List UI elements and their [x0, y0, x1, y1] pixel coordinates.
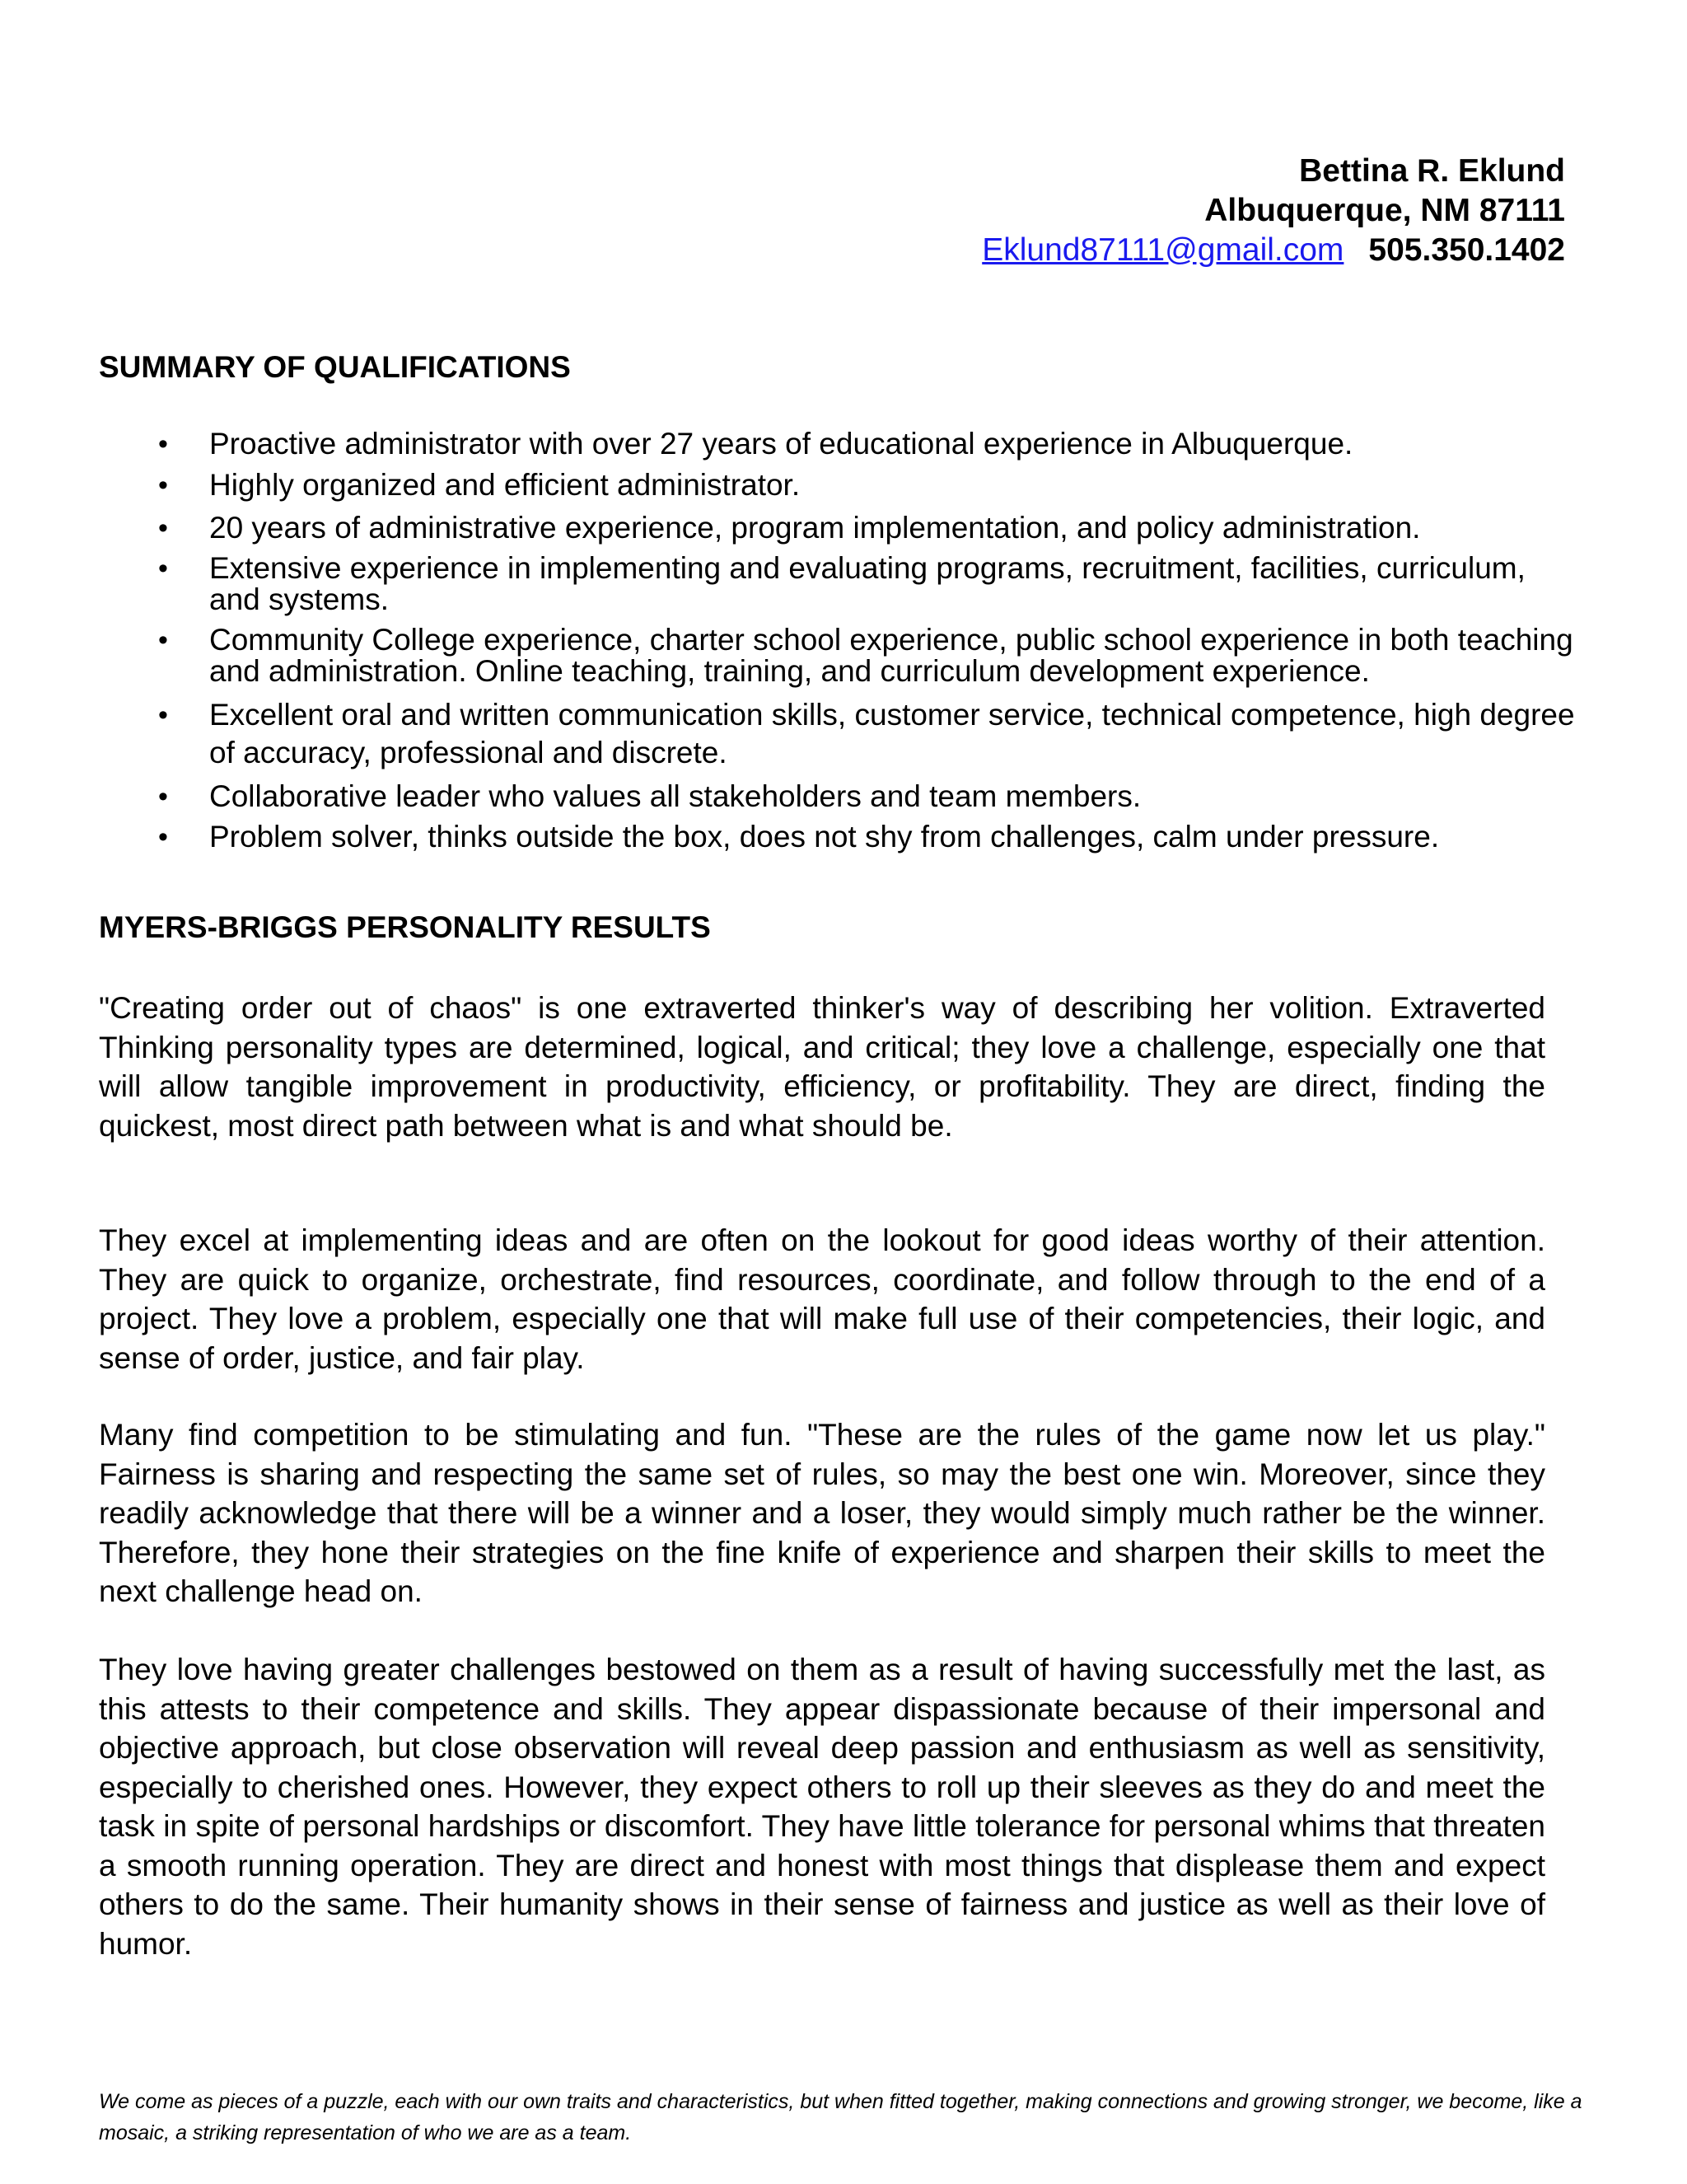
contact-block — [982, 152, 1565, 270]
list-item — [158, 428, 1575, 460]
list-item — [158, 624, 1575, 687]
bullet-icon: • — [158, 699, 168, 731]
email-link[interactable]: Eklund87111@gmail.com — [982, 232, 1344, 268]
mbti-paragraph: "Creating order out of chaos" is one extraverted thinker's way of describing her volition. Extraverted Thinking personality types are determined, logical, and critical; they love a challenge, especially one that will allow tangible improvement in productivity, efficiency, or profitability. They are direct, finding the quickest, most direct path between what is and what should be. — [99, 991, 1545, 1143]
mbti-paragraph: Many find competition to be stimulating and fun. "These are the rules of the game now let us play." Fairness is sharing and respecting the same set of rules, so may the best one win. Moreover, since they readily acknowledge that there will be a winner and a loser, they would simply much rather be the winner. Therefore, they hone their strategies on the fine knife of experience and sharpen their skills to meet the next challenge head on. — [99, 1418, 1545, 1608]
summary-heading: SUMMARY OF QUALIFICATIONS — [99, 350, 571, 384]
bullet-icon: • — [158, 470, 168, 501]
list-item-text: Excellent oral and written communication skills, customer service, technical competence, high degree of accuracy, professional and discrete. — [209, 698, 1575, 769]
list-item — [158, 821, 1575, 853]
list-item-text: 20 years of administrative experience, program implementation, and policy administration. — [209, 511, 1421, 545]
list-item — [158, 512, 1575, 544]
bullet-icon: • — [158, 553, 168, 584]
bullet-icon: • — [158, 781, 168, 812]
footer-quote: We come as pieces of a puzzle, each with our own traits and characteristics, but when fitted together, making connections and growing stronger, we become, like a mosaic, a striking representation of who we are as a team. — [99, 2090, 1582, 2144]
bullet-icon: • — [158, 821, 168, 853]
qualifications-list — [158, 428, 1575, 862]
list-item — [158, 696, 1575, 772]
list-item — [158, 470, 1575, 501]
mbti-paragraph: They love having greater challenges bestowed on them as a result of having successfully met the last, as this attests to their competence and skills. They appear dispassionate because of their impersonal and objective approach, but close observation will reveal deep passion and enthusiasm as well as sensitivity, especially to cherished ones. However, they expect others to roll up their sleeves as they do and meet the task in spite of personal hardships or discomfort. They have little tolerance for personal whims that threaten a smooth running operation. They are direct and honest with most things that displease them and expect others to do the same. Their humanity shows in their sense of fairness and justice as well as their love of humor. — [99, 1653, 1545, 1961]
city-line: Albuquerque, NM 87111 — [1204, 193, 1565, 228]
list-item-text: Problem solver, thinks outside the box, does not shy from challenges, calm under pressure. — [209, 820, 1440, 853]
list-item — [158, 553, 1575, 615]
list-item-text: Community College experience, charter school experience, public school experience in both teaching and administration. Online teaching, training, and curriculum development experience. — [209, 623, 1573, 688]
phone: 505.350.1402 — [1368, 232, 1565, 268]
name: Bettina R. Eklund — [1299, 153, 1565, 189]
email-phone-line — [982, 231, 1565, 270]
mbti-paragraph: They excel at implementing ideas and are often on the lookout for good ideas worthy of their attention. They are quick to organize, orchestrate, find resources, coordinate, and follow through to the end of a project. They love a problem, especially one that will make full use of their competencies, their logic, and sense of order, justice, and fair play. — [99, 1223, 1545, 1375]
mbti-heading: MYERS-BRIGGS PERSONALITY RESULTS — [99, 910, 711, 944]
list-item-text: Proactive administrator with over 27 years of educational experience in Albuquerque. — [209, 427, 1353, 461]
bullet-icon: • — [158, 428, 168, 460]
list-item — [158, 781, 1575, 812]
list-item-text: Highly organized and efficient administrator. — [209, 468, 801, 502]
bullet-icon: • — [158, 624, 168, 656]
list-item-text: Extensive experience in implementing and evaluating programs, recruitment, facilities, curriculum, and systems. — [209, 551, 1526, 616]
bullet-icon: • — [158, 512, 168, 544]
list-item-text: Collaborative leader who values all stakeholders and team members. — [209, 779, 1142, 813]
